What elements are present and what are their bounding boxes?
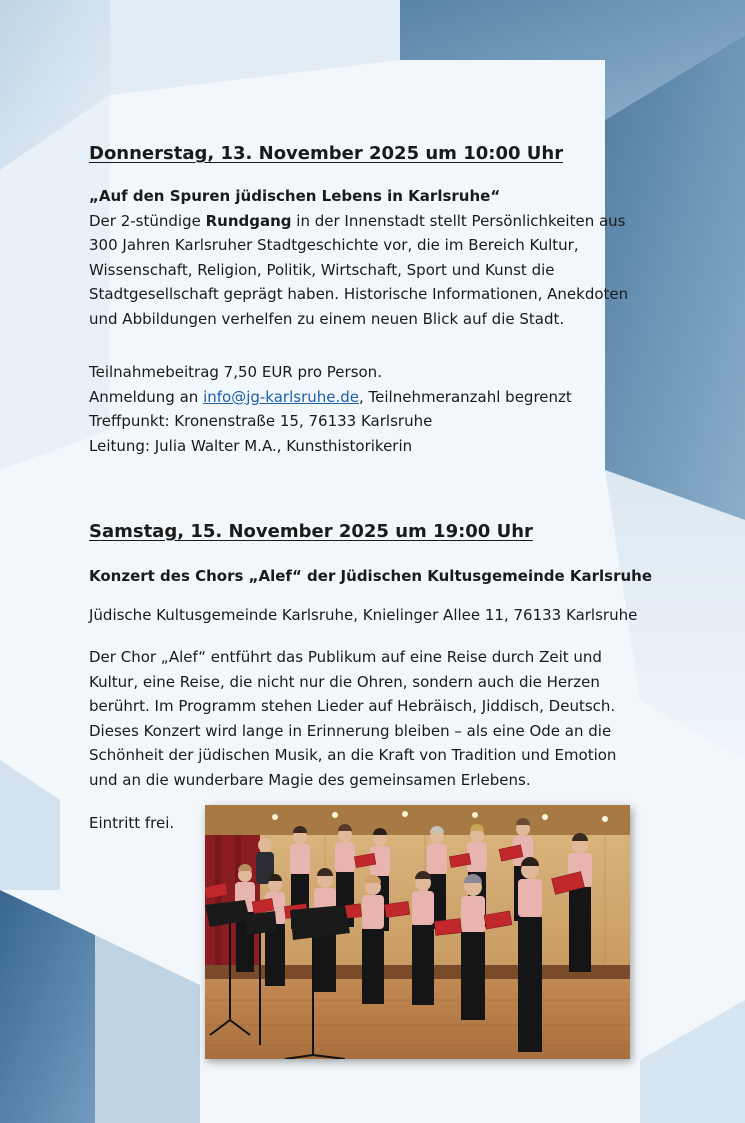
- event2-desc-line: Kultur, eine Reise, die nicht nur die Ohren, sondern auch die Herzen: [89, 672, 600, 691]
- event1-desc-first-line: [89, 209, 628, 234]
- event2-admission: Eintritt frei.: [89, 814, 175, 832]
- choir-photo: [205, 805, 630, 1059]
- event1-desc-suffix: in der Innenstadt stellt Persönlichkeiten aus: [291, 211, 626, 230]
- event1-desc-line: und Abbildungen verhelfen zu einem neuen Blick auf die Stadt.: [89, 309, 565, 328]
- event1-body: [89, 184, 628, 332]
- event1-desc-bold: Rundgang: [205, 211, 292, 230]
- event1-meeting-point: Treffpunkt: Kronenstraße 15, 76133 Karlsruhe: [89, 412, 433, 431]
- event1-registration: [89, 385, 572, 410]
- event1-leader: Leitung: Julia Walter M.A., Kunsthistorikerin: [89, 436, 413, 455]
- event1-desc-line: 300 Jahren Karlsruher Stadtgeschichte vor, die im Bereich Kultur,: [89, 236, 579, 255]
- event1-fee: Teilnahmebeitrag 7,50 EUR pro Person.: [89, 363, 382, 381]
- event2-desc-line: berührt. Im Programm stehen Lieder auf Hebräisch, Jiddisch, Deutsch.: [89, 697, 616, 716]
- event2-title: Konzert des Chors „Alef“ der Jüdischen Kultusgemeinde Karlsruhe: [89, 567, 653, 585]
- event1-desc-line: Wissenschaft, Religion, Politik, Wirtschaft, Sport und Kunst die: [89, 260, 555, 279]
- event1-heading: Donnerstag, 13. November 2025 um 10:00 Uhr: [89, 143, 564, 164]
- event1-desc-prefix: Der 2-stündige: [89, 211, 206, 230]
- event1-details: [89, 360, 572, 458]
- event2-heading: Samstag, 15. November 2025 um 19:00 Uhr: [89, 521, 533, 542]
- event2-desc-line: Schönheit der jüdischen Musik, an die Kraft von Tradition und Emotion: [89, 746, 617, 765]
- event1-desc-line: Stadtgesellschaft geprägt haben. Historische Informationen, Anekdoten: [89, 285, 629, 304]
- event1-title: „Auf den Spuren jüdischen Lebens in Karlsruhe“: [89, 187, 501, 205]
- event2-desc-line: und an die wunderbare Magie des gemeinsamen Erlebens.: [89, 770, 531, 789]
- registration-email-link[interactable]: info@jg-karlsruhe.de: [203, 387, 360, 406]
- event2-desc-line: Dieses Konzert wird lange in Erinnerung bleiben – als eine Ode an die: [89, 721, 612, 740]
- event2-body: [89, 645, 616, 793]
- event2-desc-line: Der Chor „Alef“ entführt das Publikum auf eine Reise durch Zeit und: [89, 648, 602, 666]
- registration-prefix: Anmeldung an: [89, 387, 204, 406]
- registration-suffix: , Teilnehmeranzahl begrenzt: [359, 387, 572, 406]
- event2-location: Jüdische Kultusgemeinde Karlsruhe, Knielinger Allee 11, 76133 Karlsruhe: [89, 606, 638, 624]
